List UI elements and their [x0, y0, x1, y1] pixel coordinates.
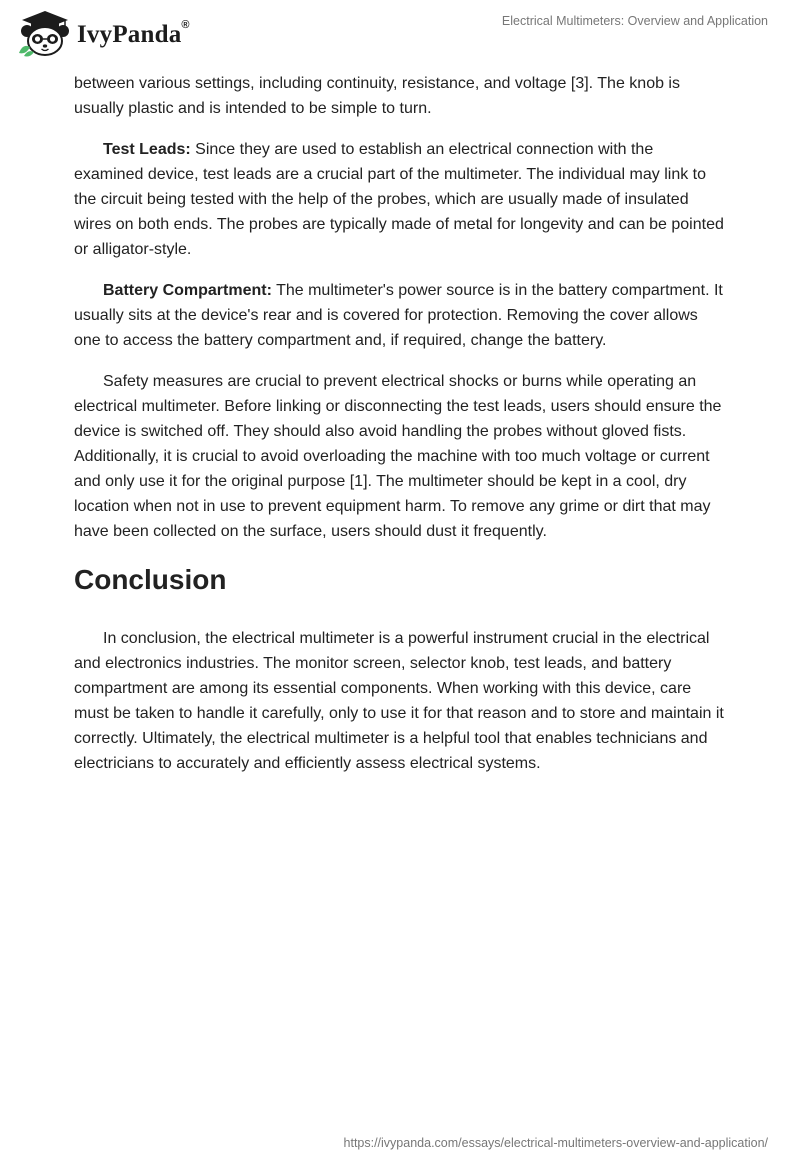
panda-logo-icon	[16, 9, 74, 59]
paragraph-battery-compartment	[74, 278, 724, 353]
logo-wordmark: IvyPanda®	[77, 19, 190, 48]
paragraph-conclusion: In conclusion, the electrical multimeter is a powerful instrument crucial in the electrical and electronics industries. The monitor screen, selector knob, test leads, and battery compartment are among its essential components. When working with this device, care must be taken to handle it carefully, only to use it for that reason and to store and maintain it correctly. Ultimately, the electrical multimeter is a helpful tool that enables technicians and electricians to accurately and efficiently assess electrical systems.	[74, 630, 724, 772]
test-leads-label: Test Leads:	[103, 141, 191, 158]
document-title: Electrical Multimeters: Overview and Application	[501, 14, 768, 28]
battery-compartment-text: The multimeter's power source is in the battery compartment. It usually sits at the device's rear and is covered for protection. Removing the cover allows one to access the battery compartment and, if required, change the battery.	[74, 282, 723, 349]
conclusion-heading: Conclusion	[74, 564, 227, 595]
battery-compartment-label: Battery Compartment:	[103, 282, 272, 299]
paragraph-knob-continued: between various settings, including continuity, resistance, and voltage [3]. The knob is usually plastic and is intended to be simple to turn.	[74, 75, 680, 117]
paragraph-safety-measures: Safety measures are crucial to prevent electrical shocks or burns while operating an electrical multimeter. Before linking or disconnecting the test leads, users should ensure the device is switched off. They should also avoid handling the probes without gloved fists. Additionally, it is crucial to avoid overloading the machine with too much voltage or current and only use it for the original purpose [1]. The multimeter should be kept in a cool, dry location when not in use to prevent equipment harm. To remove any grime or dirt that may have been collected on the surface, users should dust it frequently.	[74, 373, 722, 540]
page-header	[0, 0, 800, 70]
source-url[interactable]: https://ivypanda.com/essays/electrical-multimeters-overview-and-application/	[343, 1136, 768, 1150]
paragraph-test-leads	[74, 137, 724, 262]
essay-body	[74, 71, 724, 792]
ivypanda-logo[interactable]	[16, 8, 191, 60]
test-leads-text: Since they are used to establish an electrical connection with the examined device, test leads are a crucial part of the multimeter. The individual may link to the circuit being tested with the help of the probes, which are usually made of insulated wires on both ends. The probes are typically made of metal for longevity and can be pointed or alligator-style.	[74, 141, 724, 258]
